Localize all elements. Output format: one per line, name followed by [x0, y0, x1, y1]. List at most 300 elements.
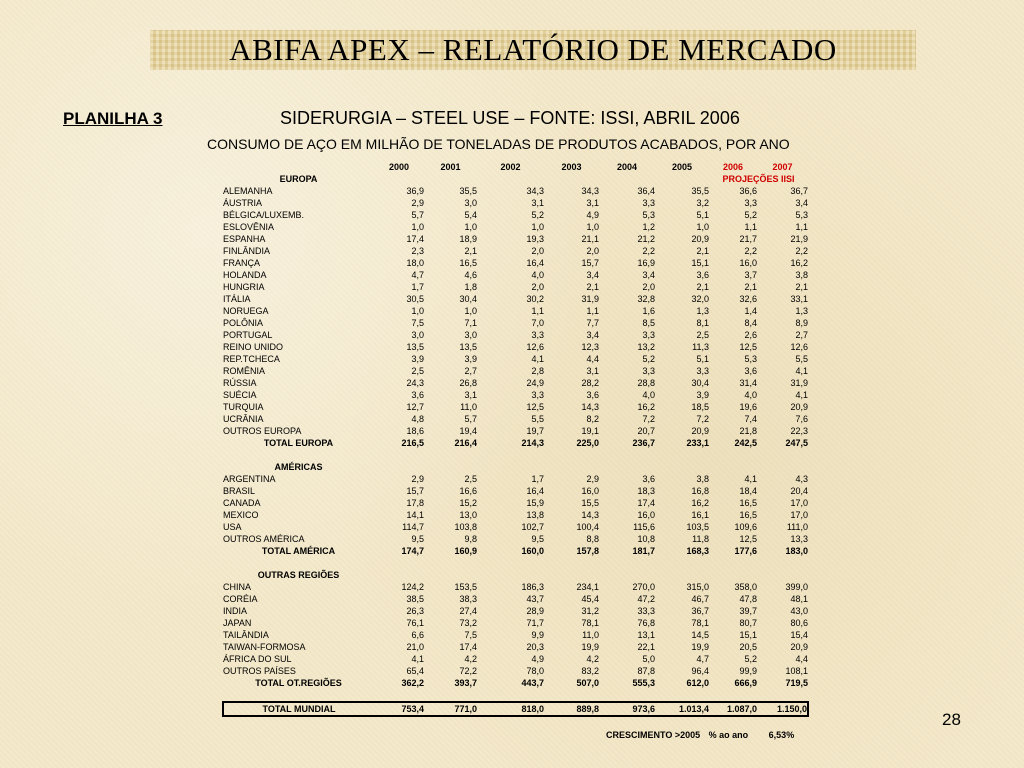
value-cell: 24,9 [526, 378, 544, 388]
value-cell: 18,0 [406, 258, 424, 268]
total-value: 216,4 [454, 438, 477, 448]
value-cell: 30,4 [691, 378, 709, 388]
value-cell: 3,3 [642, 330, 655, 340]
value-cell: 28,8 [637, 378, 655, 388]
value-cell: 399,0 [785, 582, 808, 592]
value-cell: 3,7 [744, 270, 757, 280]
value-cell: 8,8 [586, 534, 599, 544]
page-number: 28 [942, 710, 961, 729]
value-cell: 1,8 [464, 282, 477, 292]
value-cell: 15,1 [691, 258, 709, 268]
value-cell: 1,0 [586, 222, 599, 232]
value-cell: 14,3 [581, 402, 599, 412]
value-cell: 3,8 [795, 270, 808, 280]
total-value: 393,7 [454, 678, 477, 688]
total-value: 719,5 [785, 678, 808, 688]
value-cell: 2,7 [464, 366, 477, 376]
value-cell: 16,2 [691, 498, 709, 508]
country-name: MEXICO [223, 510, 259, 520]
value-cell: 5,2 [531, 210, 544, 220]
value-cell: 2,0 [531, 246, 544, 256]
country-name: CANADA [223, 498, 261, 508]
value-cell: 45,4 [581, 594, 599, 604]
total-value: 236,7 [632, 438, 655, 448]
value-cell: 31,4 [739, 378, 757, 388]
page-title: ABIFA APEX – RELATÓRIO DE MERCADO [229, 32, 837, 67]
value-cell: 12,5 [739, 534, 757, 544]
value-cell: 83,2 [581, 666, 599, 676]
table-row [223, 293, 808, 305]
total-value: 233,1 [686, 438, 709, 448]
year-header: 2000 [388, 162, 410, 172]
value-cell: 8,5 [642, 318, 655, 328]
value-cell: 17,0 [790, 498, 808, 508]
country-name: SUÉCIA [223, 390, 257, 400]
table-row [223, 617, 808, 629]
country-name: OUTROS AMÉRICA [223, 534, 305, 544]
value-cell: 2,1 [696, 246, 709, 256]
value-cell: 22,1 [637, 642, 655, 652]
section-title: EUROPA [279, 174, 318, 184]
value-cell: 2,1 [744, 282, 757, 292]
value-cell: 153,5 [454, 582, 477, 592]
country-name: USA [223, 522, 242, 532]
value-cell: 1,1 [531, 306, 544, 316]
value-cell: 115,6 [633, 522, 655, 532]
total-value: 225,0 [576, 438, 599, 448]
country-name: ARGENTINA [223, 474, 276, 484]
value-cell: 5,5 [795, 354, 808, 364]
value-cell: 39,7 [739, 606, 757, 616]
country-name: ALEMANHA [223, 186, 273, 196]
value-cell: 3,1 [464, 390, 477, 400]
spacer-row [223, 689, 808, 702]
value-cell: 124,2 [401, 582, 424, 592]
value-cell: 15,5 [581, 498, 599, 508]
total-value: 362,2 [401, 678, 424, 688]
value-cell: 31,2 [581, 606, 599, 616]
value-cell: 15,9 [526, 498, 544, 508]
value-cell: 3,3 [531, 390, 544, 400]
value-cell: 1,4 [744, 306, 757, 316]
total-value: 555,3 [632, 678, 655, 688]
value-cell: 31,9 [581, 294, 599, 304]
value-cell: 3,0 [464, 198, 477, 208]
value-cell: 100,4 [576, 522, 599, 532]
table-row [223, 665, 808, 677]
table-row [223, 389, 808, 401]
year-header-row [223, 161, 808, 173]
total-value: 1.150,0 [757, 702, 808, 716]
value-cell: 1,7 [411, 282, 424, 292]
value-cell: 20,7 [637, 426, 655, 436]
table-row [223, 593, 808, 605]
value-cell: 1,1 [795, 222, 808, 232]
country-name: FRANÇA [223, 258, 261, 268]
total-value: 160,0 [521, 546, 544, 556]
value-cell: 78,0 [526, 666, 544, 676]
value-cell: 18,5 [691, 402, 709, 412]
country-name: REINO UNIDO [223, 342, 284, 352]
value-cell: 35,5 [691, 186, 709, 196]
value-cell: 1,7 [531, 474, 544, 484]
year-header: 2006 [722, 162, 744, 172]
value-cell: 3,6 [411, 390, 424, 400]
value-cell: 2,9 [586, 474, 599, 484]
value-cell: 4,3 [795, 474, 808, 484]
total-value: 247,5 [785, 438, 808, 448]
value-cell: 17,4 [459, 642, 477, 652]
value-cell: 1,2 [642, 222, 655, 232]
total-value: 183,0 [785, 546, 808, 556]
total-value: 181,7 [632, 546, 655, 556]
value-cell: 1,0 [464, 306, 477, 316]
value-cell: 9,5 [531, 534, 544, 544]
value-cell: 16,4 [526, 258, 544, 268]
total-value: 753,4 [374, 702, 424, 716]
section-title: AMÉRICAS [274, 462, 323, 472]
value-cell: 109,6 [734, 522, 757, 532]
section-row [223, 461, 808, 473]
value-cell: 4,2 [586, 654, 599, 664]
value-cell: 4,0 [642, 390, 655, 400]
value-cell: 7,6 [795, 414, 808, 424]
value-cell: 36,4 [637, 186, 655, 196]
value-cell: 65,4 [406, 666, 424, 676]
year-header: 2005 [671, 162, 693, 172]
total-label: TOTAL MUNDIAL [223, 702, 374, 716]
value-cell: 11,3 [692, 342, 709, 352]
value-cell: 4,7 [696, 654, 709, 664]
value-cell: 5,2 [642, 354, 655, 364]
value-cell: 1,0 [464, 222, 477, 232]
value-cell: 7,5 [411, 318, 424, 328]
total-value: 771,0 [424, 702, 477, 716]
table-row [223, 269, 808, 281]
value-cell: 16,5 [739, 498, 757, 508]
value-cell: 3,4 [586, 330, 599, 340]
value-cell: 17,0 [790, 510, 808, 520]
value-cell: 5,7 [411, 210, 424, 220]
value-cell: 20,9 [790, 402, 808, 412]
value-cell: 7,4 [744, 414, 757, 424]
value-cell: 3,9 [696, 390, 709, 400]
country-name: FINLÂNDIA [223, 246, 271, 256]
section-row [223, 569, 808, 581]
value-cell: 19,1 [581, 426, 599, 436]
total-label: TOTAL AMÉRICA [261, 546, 336, 556]
value-cell: 5,1 [696, 354, 709, 364]
value-cell: 2,2 [744, 246, 757, 256]
title-banner [150, 30, 916, 70]
outras-total-row [223, 677, 808, 689]
value-cell: 17,4 [637, 498, 655, 508]
value-cell: 32,6 [739, 294, 757, 304]
value-cell: 76,1 [406, 618, 424, 628]
value-cell: 32,0 [691, 294, 709, 304]
value-cell: 13,5 [406, 342, 424, 352]
value-cell: 19,6 [739, 402, 757, 412]
value-cell: 234,1 [576, 582, 599, 592]
value-cell: 1,1 [586, 306, 599, 316]
value-cell: 2,0 [586, 246, 599, 256]
value-cell: 20,9 [790, 642, 808, 652]
total-label: TOTAL OT.REGIÕES [255, 678, 342, 688]
value-cell: 4,8 [411, 414, 424, 424]
table-row [223, 221, 808, 233]
value-cell: 16,0 [581, 486, 599, 496]
value-cell: 3,0 [411, 330, 424, 340]
country-name: INDIA [223, 606, 248, 616]
country-name: UCRÂNIA [223, 414, 264, 424]
table-row [223, 641, 808, 653]
value-cell: 22,3 [790, 426, 808, 436]
value-cell: 2,7 [795, 330, 808, 340]
value-cell: 87,8 [637, 666, 655, 676]
value-cell: 1,0 [411, 306, 424, 316]
value-cell: 38,5 [406, 594, 424, 604]
value-cell: 16,2 [637, 402, 655, 412]
year-header: 2003 [561, 162, 582, 172]
value-cell: 30,4 [459, 294, 477, 304]
table-row [223, 365, 808, 377]
value-cell: 3,6 [642, 474, 655, 484]
value-cell: 1,1 [744, 222, 757, 232]
value-cell: 18,3 [637, 486, 655, 496]
value-cell: 3,9 [464, 354, 477, 364]
total-value: 612,0 [686, 678, 709, 688]
value-cell: 72,2 [459, 666, 477, 676]
growth-label: CRESCIMENTO >2005 [606, 730, 701, 740]
value-cell: 7,7 [586, 318, 599, 328]
value-cell: 21,0 [406, 642, 424, 652]
value-cell: 20,9 [691, 234, 709, 244]
section-title: OUTRAS REGIÕES [257, 570, 340, 580]
year-header: 2004 [616, 162, 638, 172]
value-cell: 76,8 [637, 618, 655, 628]
value-cell: 3,3 [531, 330, 544, 340]
value-cell: 12,3 [581, 342, 599, 352]
value-cell: 18,4 [739, 486, 757, 496]
value-cell: 5,1 [696, 210, 709, 220]
country-name: RÚSSIA [223, 378, 257, 388]
country-name: ESLOVÊNIA [223, 222, 275, 232]
value-cell: 46,7 [691, 594, 709, 604]
subtitle-units: CONSUMO DE AÇO EM MILHÃO DE TONELADAS DE PRODUTOS ACABADOS, POR ANO [207, 136, 790, 152]
value-cell: 186,3 [521, 582, 544, 592]
value-cell: 358,0 [734, 582, 757, 592]
subtitle: SIDERURGIA – STEEL USE – FONTE: ISSI, ABRIL 2006 [280, 108, 740, 128]
value-cell: 4,1 [795, 366, 808, 376]
value-cell: 13,8 [526, 510, 544, 520]
value-cell: 24,3 [406, 378, 424, 388]
value-cell: 21,1 [581, 234, 599, 244]
table-row [223, 605, 808, 617]
total-label: TOTAL EUROPA [263, 438, 334, 448]
value-cell: 2,2 [795, 246, 808, 256]
value-cell: 19,3 [526, 234, 544, 244]
value-cell: 9,5 [411, 534, 424, 544]
table-row [223, 413, 808, 425]
table-row [223, 401, 808, 413]
value-cell: 20,9 [691, 426, 709, 436]
table-row [223, 377, 808, 389]
total-value: 216,5 [401, 438, 424, 448]
value-cell: 17,4 [406, 234, 424, 244]
value-cell: 1,3 [795, 306, 808, 316]
value-cell: 7,2 [642, 414, 655, 424]
value-cell: 5,7 [464, 414, 477, 424]
value-cell: 3,1 [531, 198, 544, 208]
value-cell: 19,7 [526, 426, 544, 436]
value-cell: 21,9 [790, 234, 808, 244]
value-cell: 12,5 [526, 402, 544, 412]
country-name: BÉLGICA/LUXEMB. [223, 210, 305, 220]
value-cell: 7,2 [696, 414, 709, 424]
growth-summary [606, 730, 800, 740]
value-cell: 3,4 [795, 198, 808, 208]
europa-total-row [223, 437, 808, 449]
value-cell: 2,1 [795, 282, 808, 292]
value-cell: 2,0 [531, 282, 544, 292]
value-cell: 3,3 [744, 198, 757, 208]
value-cell: 5,2 [744, 654, 757, 664]
value-cell: 4,9 [586, 210, 599, 220]
value-cell: 36,7 [790, 186, 808, 196]
value-cell: 21,8 [739, 426, 757, 436]
value-cell: 14,1 [406, 510, 424, 520]
table-row [223, 473, 808, 485]
total-value: 507,0 [576, 678, 599, 688]
total-value: 443,7 [521, 678, 544, 688]
value-cell: 2,6 [744, 330, 757, 340]
value-cell: 28,2 [581, 378, 599, 388]
value-cell: 2,2 [642, 246, 655, 256]
country-name: PORTUGAL [223, 330, 273, 340]
value-cell: 2,9 [411, 474, 424, 484]
value-cell: 78,1 [581, 618, 599, 628]
value-cell: 16,5 [739, 510, 757, 520]
value-cell: 2,5 [696, 330, 709, 340]
value-cell: 16,0 [637, 510, 655, 520]
table-row [223, 245, 808, 257]
total-value: 174,7 [401, 546, 424, 556]
table-row [223, 317, 808, 329]
value-cell: 4,7 [411, 270, 424, 280]
value-cell: 16,8 [691, 486, 709, 496]
value-cell: 13,2 [637, 342, 655, 352]
value-cell: 21,2 [637, 234, 655, 244]
value-cell: 3,6 [696, 270, 709, 280]
value-cell: 2,9 [411, 198, 424, 208]
value-cell: 4,4 [586, 354, 599, 364]
value-cell: 2,8 [531, 366, 544, 376]
value-cell: 15,7 [581, 258, 599, 268]
value-cell: 4,1 [795, 390, 808, 400]
value-cell: 10,8 [637, 534, 655, 544]
value-cell: 35,5 [459, 186, 477, 196]
growth-unit: % ao ano [708, 730, 749, 740]
value-cell: 5,3 [642, 210, 655, 220]
value-cell: 5,3 [795, 210, 808, 220]
value-cell: 20,4 [790, 486, 808, 496]
value-cell: 15,2 [459, 498, 477, 508]
value-cell: 48,1 [790, 594, 808, 604]
value-cell: 5,2 [744, 210, 757, 220]
value-cell: 3,3 [642, 198, 655, 208]
value-cell: 2,1 [696, 282, 709, 292]
value-cell: 114,7 [402, 522, 424, 532]
table-row [223, 233, 808, 245]
value-cell: 71,7 [526, 618, 544, 628]
country-name: OUTROS EUROPA [223, 426, 302, 436]
table-row [223, 305, 808, 317]
value-cell: 20,3 [526, 642, 544, 652]
value-cell: 12,6 [526, 342, 544, 352]
spacer-row [223, 557, 808, 569]
value-cell: 21,7 [739, 234, 757, 244]
value-cell: 103,5 [686, 522, 709, 532]
value-cell: 1,0 [411, 222, 424, 232]
table-row [223, 521, 808, 533]
value-cell: 1,0 [531, 222, 544, 232]
table-row [223, 509, 808, 521]
value-cell: 3,6 [744, 366, 757, 376]
value-cell: 30,5 [406, 294, 424, 304]
table-row [223, 329, 808, 341]
value-cell: 7,5 [464, 630, 477, 640]
table-row [223, 257, 808, 269]
value-cell: 19,9 [691, 642, 709, 652]
value-cell: 3,0 [464, 330, 477, 340]
value-cell: 4,1 [531, 354, 544, 364]
value-cell: 18,9 [459, 234, 477, 244]
country-name: ÁFRICA DO SUL [223, 654, 292, 664]
value-cell: 12,6 [790, 342, 808, 352]
total-value: 160,9 [454, 546, 477, 556]
value-cell: 3,1 [586, 198, 599, 208]
value-cell: 8,2 [586, 414, 599, 424]
value-cell: 9,8 [464, 534, 477, 544]
total-value: 1.087,0 [709, 702, 757, 716]
value-cell: 5,4 [464, 210, 477, 220]
table-row [223, 581, 808, 593]
value-cell: 14,3 [581, 510, 599, 520]
country-name: ROMÊNIA [223, 366, 266, 376]
total-value: 242,5 [734, 438, 757, 448]
country-name: POLÔNIA [223, 318, 264, 328]
value-cell: 6,6 [411, 630, 424, 640]
value-cell: 14,5 [691, 630, 709, 640]
value-cell: 7,0 [531, 318, 544, 328]
value-cell: 8,4 [744, 318, 757, 328]
value-cell: 1,6 [642, 306, 655, 316]
value-cell: 28,9 [526, 606, 544, 616]
table-row [223, 341, 808, 353]
value-cell: 4,1 [744, 474, 757, 484]
value-cell: 16,0 [739, 258, 757, 268]
value-cell: 4,2 [464, 654, 477, 664]
value-cell: 13,3 [790, 534, 808, 544]
value-cell: 3,6 [586, 390, 599, 400]
value-cell: 17,8 [406, 498, 424, 508]
value-cell: 16,9 [637, 258, 655, 268]
value-cell: 73,2 [459, 618, 477, 628]
value-cell: 5,3 [744, 354, 757, 364]
country-name: REP.TCHECA [223, 354, 280, 364]
value-cell: 7,1 [464, 318, 477, 328]
value-cell: 2,0 [642, 282, 655, 292]
